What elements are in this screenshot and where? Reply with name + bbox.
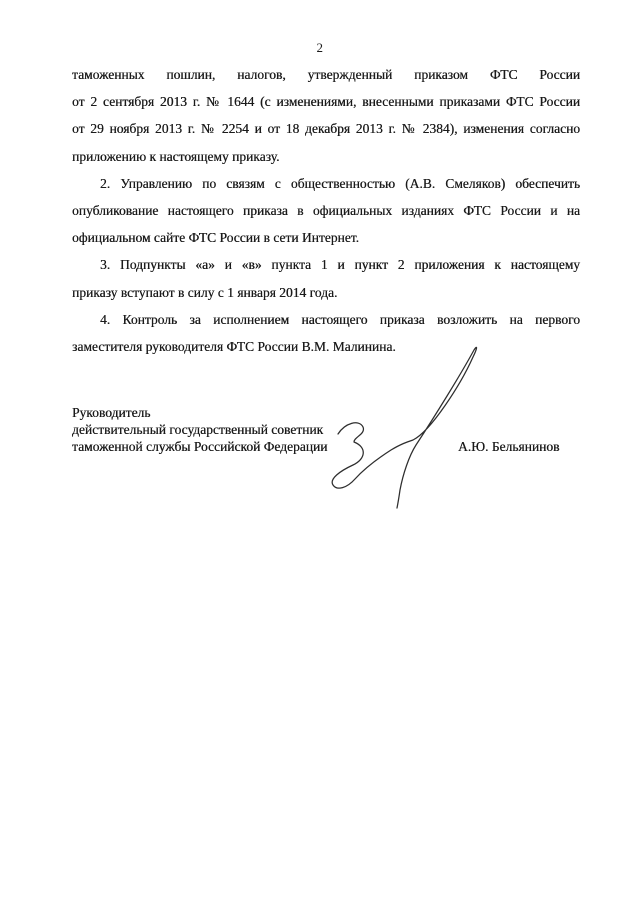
paragraph-line: опубликование настоящего приказа в официальных изданиях ФТС России и на: [72, 203, 580, 219]
signer-title-line: таможенной службы Российской Федерации: [72, 439, 328, 454]
paragraph-line: от 29 ноября 2013 г. № 2254 и от 18 декабря 2013 г. № 2384), изменения согласно: [72, 121, 580, 137]
paragraph-line: заместителя руководителя ФТС России В.М. Малинина.: [72, 339, 396, 355]
paragraph-line: от 2 сентября 2013 г. № 1644 (с изменениями, внесенными приказами ФТС России: [72, 94, 580, 110]
paragraph-line: 3. Подпункты «а» и «в» пункта 1 и пункт 2 приложения к настоящему: [100, 257, 580, 273]
paragraph: [72, 170, 580, 252]
paragraph-line: приложению к настоящему приказу.: [72, 148, 280, 164]
paragraph: [72, 61, 580, 170]
signer-name: А.Ю. Бельянинов: [458, 439, 560, 454]
signature-block: [72, 404, 392, 455]
signer-title-line: Руководитель: [72, 405, 151, 420]
paragraph: [72, 251, 580, 305]
page-number: 2: [316, 40, 324, 55]
signer-title-line: действительный государственный советник: [72, 422, 324, 437]
paragraph-line: таможенных пошлин, налогов, утвержденный приказом ФТС России: [72, 67, 580, 82]
paragraph-line: 4. Контроль за исполнением настоящего приказа возложить на первого: [100, 311, 580, 327]
paragraph-line: 2. Управлению по связям с общественностью (А.В. Смеляков) обеспечить: [100, 175, 580, 191]
paragraph-line: официальном сайте ФТС России в сети Интернет.: [72, 230, 359, 246]
document-body: [72, 61, 580, 360]
paragraph: [72, 306, 580, 360]
paragraph-line: приказу вступают в силу с 1 января 2014 года.: [72, 284, 338, 300]
